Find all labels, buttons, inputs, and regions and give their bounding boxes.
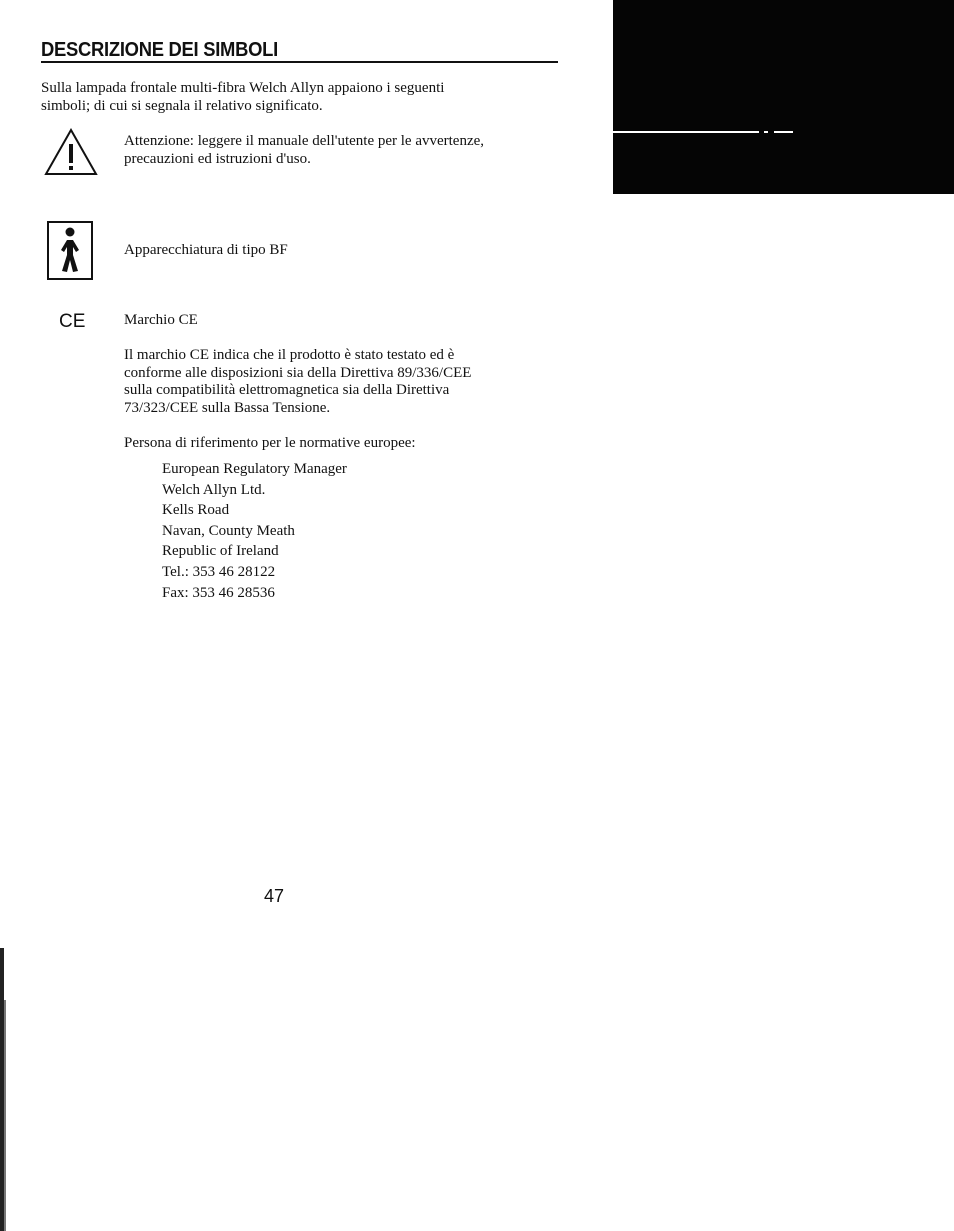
address-line: Kells Road	[162, 502, 230, 519]
eu-contact-address	[162, 459, 347, 603]
ce-title: Marchio CE	[124, 312, 198, 328]
type-bf-description: Apparecchiatura di tipo BF	[124, 242, 288, 258]
eu-contact-intro: Persona di riferimento per le normative europee:	[124, 435, 416, 451]
address-line: Republic of Ireland	[162, 543, 279, 560]
section-tab-dot	[764, 131, 768, 133]
address-line: Fax: 353 46 28536	[162, 584, 275, 601]
title-underline	[41, 61, 558, 63]
ce-mark: CE	[59, 311, 86, 332]
section-tab-line	[613, 131, 759, 133]
warning-line-2: precauzioni ed istruzioni d'uso.	[124, 150, 311, 167]
warning-description	[124, 133, 484, 168]
scan-binding-edge-shadow	[4, 1000, 6, 1231]
address-line: Navan, County Meath	[162, 522, 295, 539]
ce-desc-line-1: Il marchio CE indica che il prodotto è stato testato ed è	[124, 347, 455, 363]
warning-line-1: Attenzione: leggere il manuale dell'utente per le avvertenze,	[124, 133, 485, 149]
section-tab	[613, 0, 954, 194]
intro-line-2: simboli; di cui si segnala il relativo significato.	[41, 97, 323, 114]
ce-description	[124, 347, 471, 417]
page-title: DESCRIZIONE DEI SIMBOLI	[41, 39, 278, 61]
ce-desc-line-4: 73/323/CEE sulla Bassa Tensione.	[124, 399, 331, 416]
address-line: European Regulatory Manager	[162, 461, 347, 477]
type-bf-person-icon	[47, 221, 93, 280]
ce-desc-line-2: conforme alle disposizioni sia della Direttiva 89/336/CEE	[124, 364, 472, 381]
intro-paragraph	[41, 80, 444, 115]
address-line: Tel.: 353 46 28122	[162, 563, 276, 580]
ce-desc-line-3: sulla compatibilità elettromagnetica sia della Direttiva	[124, 382, 450, 398]
address-line: Welch Allyn Ltd.	[162, 481, 266, 498]
section-tab-dash	[774, 131, 793, 133]
intro-line-1: Sulla lampada frontale multi-fibra Welch Allyn appaiono i seguenti	[41, 80, 445, 96]
page-number: 47	[264, 886, 285, 906]
warning-triangle-icon	[44, 128, 98, 176]
